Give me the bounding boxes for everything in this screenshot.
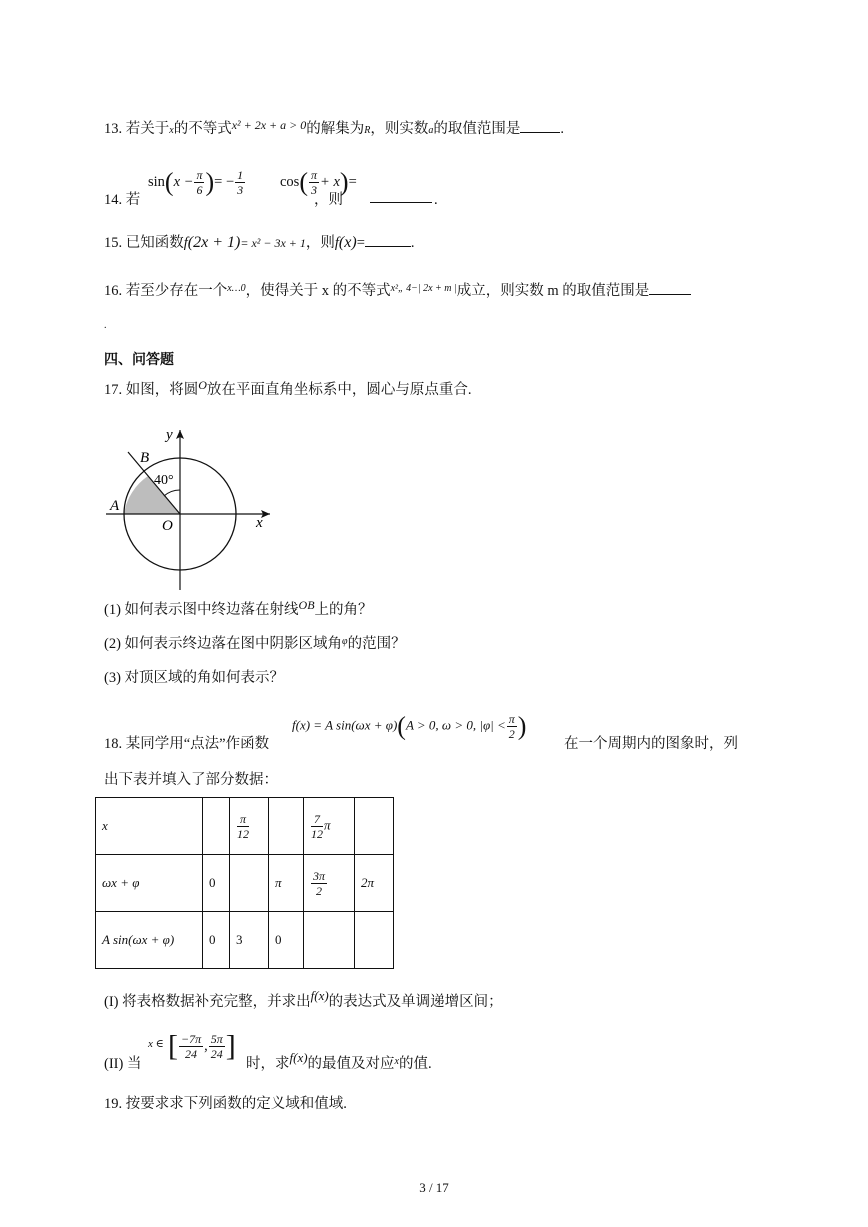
- question-18-table-intro: 出下表并填入了部分数据：: [104, 772, 278, 788]
- data-table: [95, 797, 394, 969]
- question-19: 19. 按要求求下列函数的定义域和值域.: [104, 1096, 347, 1112]
- svg-text:x: x: [256, 515, 263, 531]
- table-row: A sin(ωx + φ) 0 3 0: [96, 912, 394, 969]
- svg-text:B: B: [140, 450, 150, 466]
- circle-figure: [100, 420, 280, 592]
- table-cell: $\frac{3\pi}{2}$: [304, 855, 355, 912]
- question-13: 13. 若关于x的不等式$^{x^2 + 2x + a > 0}$的解集为R，则实数a的取值范围是 .: [104, 118, 564, 137]
- answer-blank[interactable]: [365, 232, 411, 247]
- question-16: 16. 若至少存在一个$^{x\dots 0}$，使得关于 x 的不等式$^{x^2„ 4-| 2x + m |}$成立，则实数 m 的取值范围是: [104, 280, 691, 303]
- table-cell: $\frac{\pi}{12}$: [230, 798, 269, 855]
- question-17: 17. 如图，将圆$^O$放在平面直角坐标系中，圆心与原点重合.: [104, 378, 472, 398]
- answer-blank[interactable]: [370, 188, 432, 203]
- document-page: 13. 若关于x的不等式$^{x^2 + 2x + a > 0}$的解集为R，则实数a的取值范围是 . 14. 若 sin(x − $\frac{\pi}{6}$ )= − $\frac{1}{3}$ ，则 cos( $\frac{\pi}{3}$ + x)= . 15. 已知函数f(2x + 1)= x² − 3x + 1，则f(x)= . 16. 若至少存在一个$^{x\dots 0}$，使得关于 x 的不等式$^{x^2„ 4-| 2x + m |}$成立，则实数 m 的取值范围是 . 四、问答题 17. 如图，将圆$^O$放在平面直角坐标系中，圆心与原点重合. y x B A O 40° (1) 如何表示图中终边落在射线$^{OB}$上的角？ (2) 如何表示终边落在图中阴影区域角$^\varphi$的范围？ (3) 对顶区域的角如何表示？ 18. 某同学用“点法”作函数 f(x) = A sin(ωx + φ)(A > 0, ω > 0, |φ| < $\frac{\pi}{2}$ ) 在一个周期内的图象时，列 出下表并填入了部分数据： x $\frac{\pi}{12}$ $\frac{7}{12}$ π ωx + φ 0 π $\frac{3\pi}{2}$ 2π A sin(ωx + φ) 0 3 0 (I) 将表格数据补充完整，并求出f(x)的表达式及单调递增区间； (II) 当 x ∈ [ $\frac{-7\pi}{24}$ , $\frac{5\pi}{24}$ ] 时，求f(x)的最值及对应$^x$的值. 19. 按要求求下列函数的定义域和值域. 3 / 17: [0, 0, 868, 1227]
- question-18-part-1: (I) 将表格数据补充完整，并求出f(x)的表达式及单调递增区间；: [104, 988, 503, 1010]
- question-15: 15. 已知函数f(2x + 1)= x² − 3x + 1，则f(x)= .: [104, 234, 415, 251]
- svg-text:40°: 40°: [154, 473, 174, 488]
- table-row: ωx + φ 0 π $\frac{3\pi}{2}$ 2π: [96, 855, 394, 912]
- question-17-part-1: (1) 如何表示图中终边落在射线$^{OB}$上的角？: [104, 598, 373, 618]
- page-number: 3 / 17: [419, 1180, 449, 1195]
- table-cell: $\frac{7}{12}$ π: [304, 798, 355, 855]
- question-17-part-3: (3) 对顶区域的角如何表示？: [104, 670, 285, 686]
- svg-text:A: A: [110, 498, 120, 514]
- svg-text:y: y: [166, 427, 173, 443]
- answer-blank[interactable]: [520, 118, 560, 133]
- svg-text:O: O: [162, 518, 173, 534]
- section-heading: 四、问答题: [104, 352, 174, 368]
- answer-blank[interactable]: [649, 280, 691, 295]
- angle-arc: [164, 490, 180, 496]
- question-17-part-2: (2) 如何表示终边落在图中阴影区域角$^\varphi$的范围？: [104, 636, 406, 652]
- table-row: x $\frac{\pi}{12}$ $\frac{7}{12}$ π: [96, 798, 394, 855]
